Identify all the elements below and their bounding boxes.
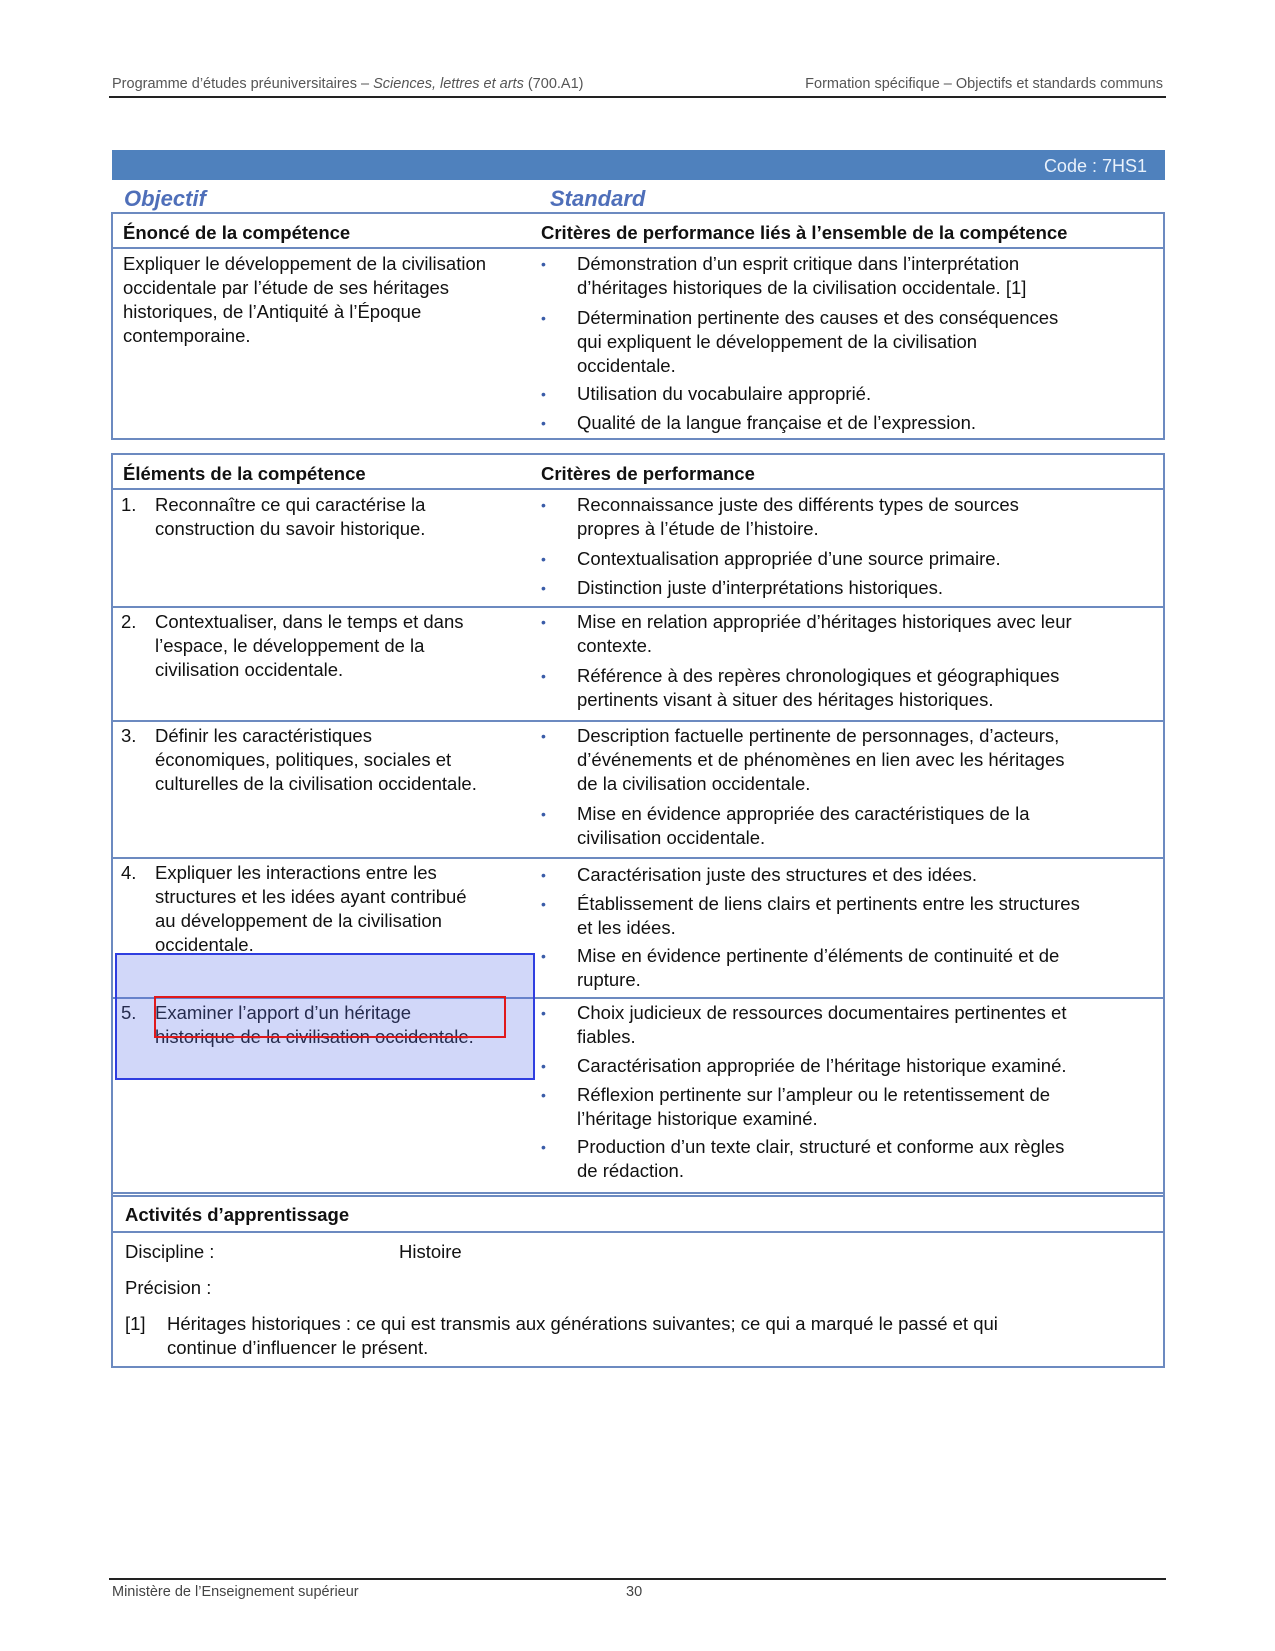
bullet-icon: • (541, 896, 546, 912)
elements-header: Éléments de la compétence (123, 463, 366, 484)
element-number: 5. (121, 1002, 137, 1023)
header-section: Formation spécifique – Objectifs et standards communs (805, 76, 1163, 92)
critere-item: Qualité de la langue française et de l’expression. (577, 412, 977, 433)
bullet-icon: • (541, 668, 546, 684)
bullet-icon: • (541, 415, 546, 431)
critere-item: Contextualisation appropriée d’une source primaire. (577, 548, 1001, 569)
bullet-icon: • (541, 497, 546, 513)
critere-item: Réflexion pertinente sur l’ampleur ou le retentissement de l’héritage historique examiné. (577, 1084, 1051, 1129)
bullet-icon: • (541, 256, 546, 272)
objectif-heading: Objectif (124, 186, 206, 211)
page-number: 30 (626, 1584, 643, 1600)
bullet-icon: • (541, 310, 546, 326)
bullet-icon: • (541, 1005, 546, 1021)
critere-item: Établissement de liens clairs et pertinents entre les structures et les idées. (577, 893, 1080, 938)
precision-label: Précision : (125, 1277, 212, 1298)
code-bar (112, 150, 1165, 180)
element-text: Reconnaître ce qui caractérise la construction du savoir historique. (155, 494, 426, 539)
critere-item: Démonstration d’un esprit critique dans l’interprétation d’héritages historiques de la civilisation occidentale. [1] (577, 253, 1027, 298)
element-number: 4. (121, 862, 137, 883)
elements-table (111, 453, 1165, 1197)
critere-item: Choix judicieux de ressources documentaires pertinentes et fiables. (577, 1002, 1067, 1047)
header-program: Programme d’études préuniversitaires – Sciences, lettres et arts (700.A1) (112, 76, 584, 92)
critere-item: Mise en évidence appropriée des caractéristiques de la civilisation occidentale. (577, 803, 1030, 848)
bullet-icon: • (541, 551, 546, 567)
footnote-number: [1] (125, 1313, 146, 1334)
discipline-label: Discipline : (125, 1241, 215, 1262)
element-number: 3. (121, 725, 137, 746)
footer-rule (109, 1578, 1166, 1580)
bullet-icon: • (541, 1139, 546, 1155)
critere-item: Reconnaissance juste des différents types de sources propres à l’étude de l’histoire. (577, 494, 1019, 539)
competence-table (111, 212, 1165, 440)
critere-item: Caractérisation appropriée de l’héritage historique examiné. (577, 1055, 1067, 1076)
bullet-icon: • (541, 948, 546, 964)
critere-item: Référence à des repères chronologiques et géographiques pertinents visant à situer des héritages historiques. (577, 665, 1060, 710)
bullet-icon: • (541, 806, 546, 822)
bullet-icon: • (541, 386, 546, 402)
critere-item: Distinction juste d’interprétations historiques. (577, 577, 944, 598)
discipline-value: Histoire (399, 1241, 462, 1262)
element-text: Examiner l’apport d’un héritage historique de la civilisation occidentale. (155, 1002, 474, 1047)
critere-item: Production d’un texte clair, structuré et conforme aux règles de rédaction. (577, 1136, 1065, 1181)
element-text: Définir les caractéristiques économiques, politiques, sociales et culturelles de la civilisation occidentale. (155, 725, 477, 794)
header-divider (113, 488, 1163, 490)
header-divider (113, 1231, 1163, 1233)
footnote-text: Héritages historiques : ce qui est transmis aux générations suivantes; ce qui a marqué le passé et qui continue d’influencer le présent. (167, 1313, 998, 1358)
critere-item: Mise en évidence pertinente d’éléments de continuité et de rupture. (577, 945, 1060, 990)
critere-item: Mise en relation appropriée d’héritages historiques avec leur contexte. (577, 611, 1072, 656)
standard-heading: Standard (550, 186, 646, 211)
bullet-icon: • (541, 1058, 546, 1074)
row-divider (113, 606, 1163, 608)
enonce-text: Expliquer le développement de la civilisation occidentale par l’étude de ses héritages historiques, de l’Antiquité à l’Époque contemporaine. (123, 253, 487, 346)
row-divider (113, 857, 1163, 859)
selected-text-box[interactable] (154, 996, 506, 1038)
bullet-icon: • (541, 580, 546, 596)
element-number: 1. (121, 494, 137, 515)
bullet-icon: • (541, 1087, 546, 1103)
bullet-icon: • (541, 614, 546, 630)
header-divider (113, 247, 1163, 249)
bullet-icon: • (541, 728, 546, 744)
critere-item: Utilisation du vocabulaire approprié. (577, 383, 872, 404)
critere-item: Description factuelle pertinente de personnages, d’acteurs, d’événements et de phénomènes en lien avec les héritages de la civilisation occidentale. (577, 725, 1065, 794)
row-divider (113, 720, 1163, 722)
element-number: 2. (121, 611, 137, 632)
header-rule (109, 96, 1166, 98)
activites-header: Activités d’apprentissage (125, 1204, 350, 1225)
criteres-ensemble-header: Critères de performance liés à l’ensemble de la compétence (541, 222, 1068, 243)
critere-item: Caractérisation juste des structures et des idées. (577, 864, 977, 885)
running-header (112, 76, 1163, 94)
footer-ministry: Ministère de l’Enseignement supérieur (112, 1584, 359, 1600)
critere-item: Détermination pertinente des causes et des conséquences qui expliquent le développement de la civilisation occidentale. (577, 307, 1059, 376)
enonce-header: Énoncé de la compétence (123, 222, 351, 243)
code-label: Code : 7HS1 (1043, 156, 1147, 176)
element-text: Expliquer les interactions entre les structures et les idées ayant contribué au développement de la civilisation occidentale. (155, 862, 467, 955)
element-text: Contextualiser, dans le temps et dans l’espace, le développement de la civilisation occidentale. (155, 611, 464, 680)
criteres-header: Critères de performance (541, 463, 755, 484)
bullet-icon: • (541, 867, 546, 883)
activites-table (111, 1192, 1165, 1368)
